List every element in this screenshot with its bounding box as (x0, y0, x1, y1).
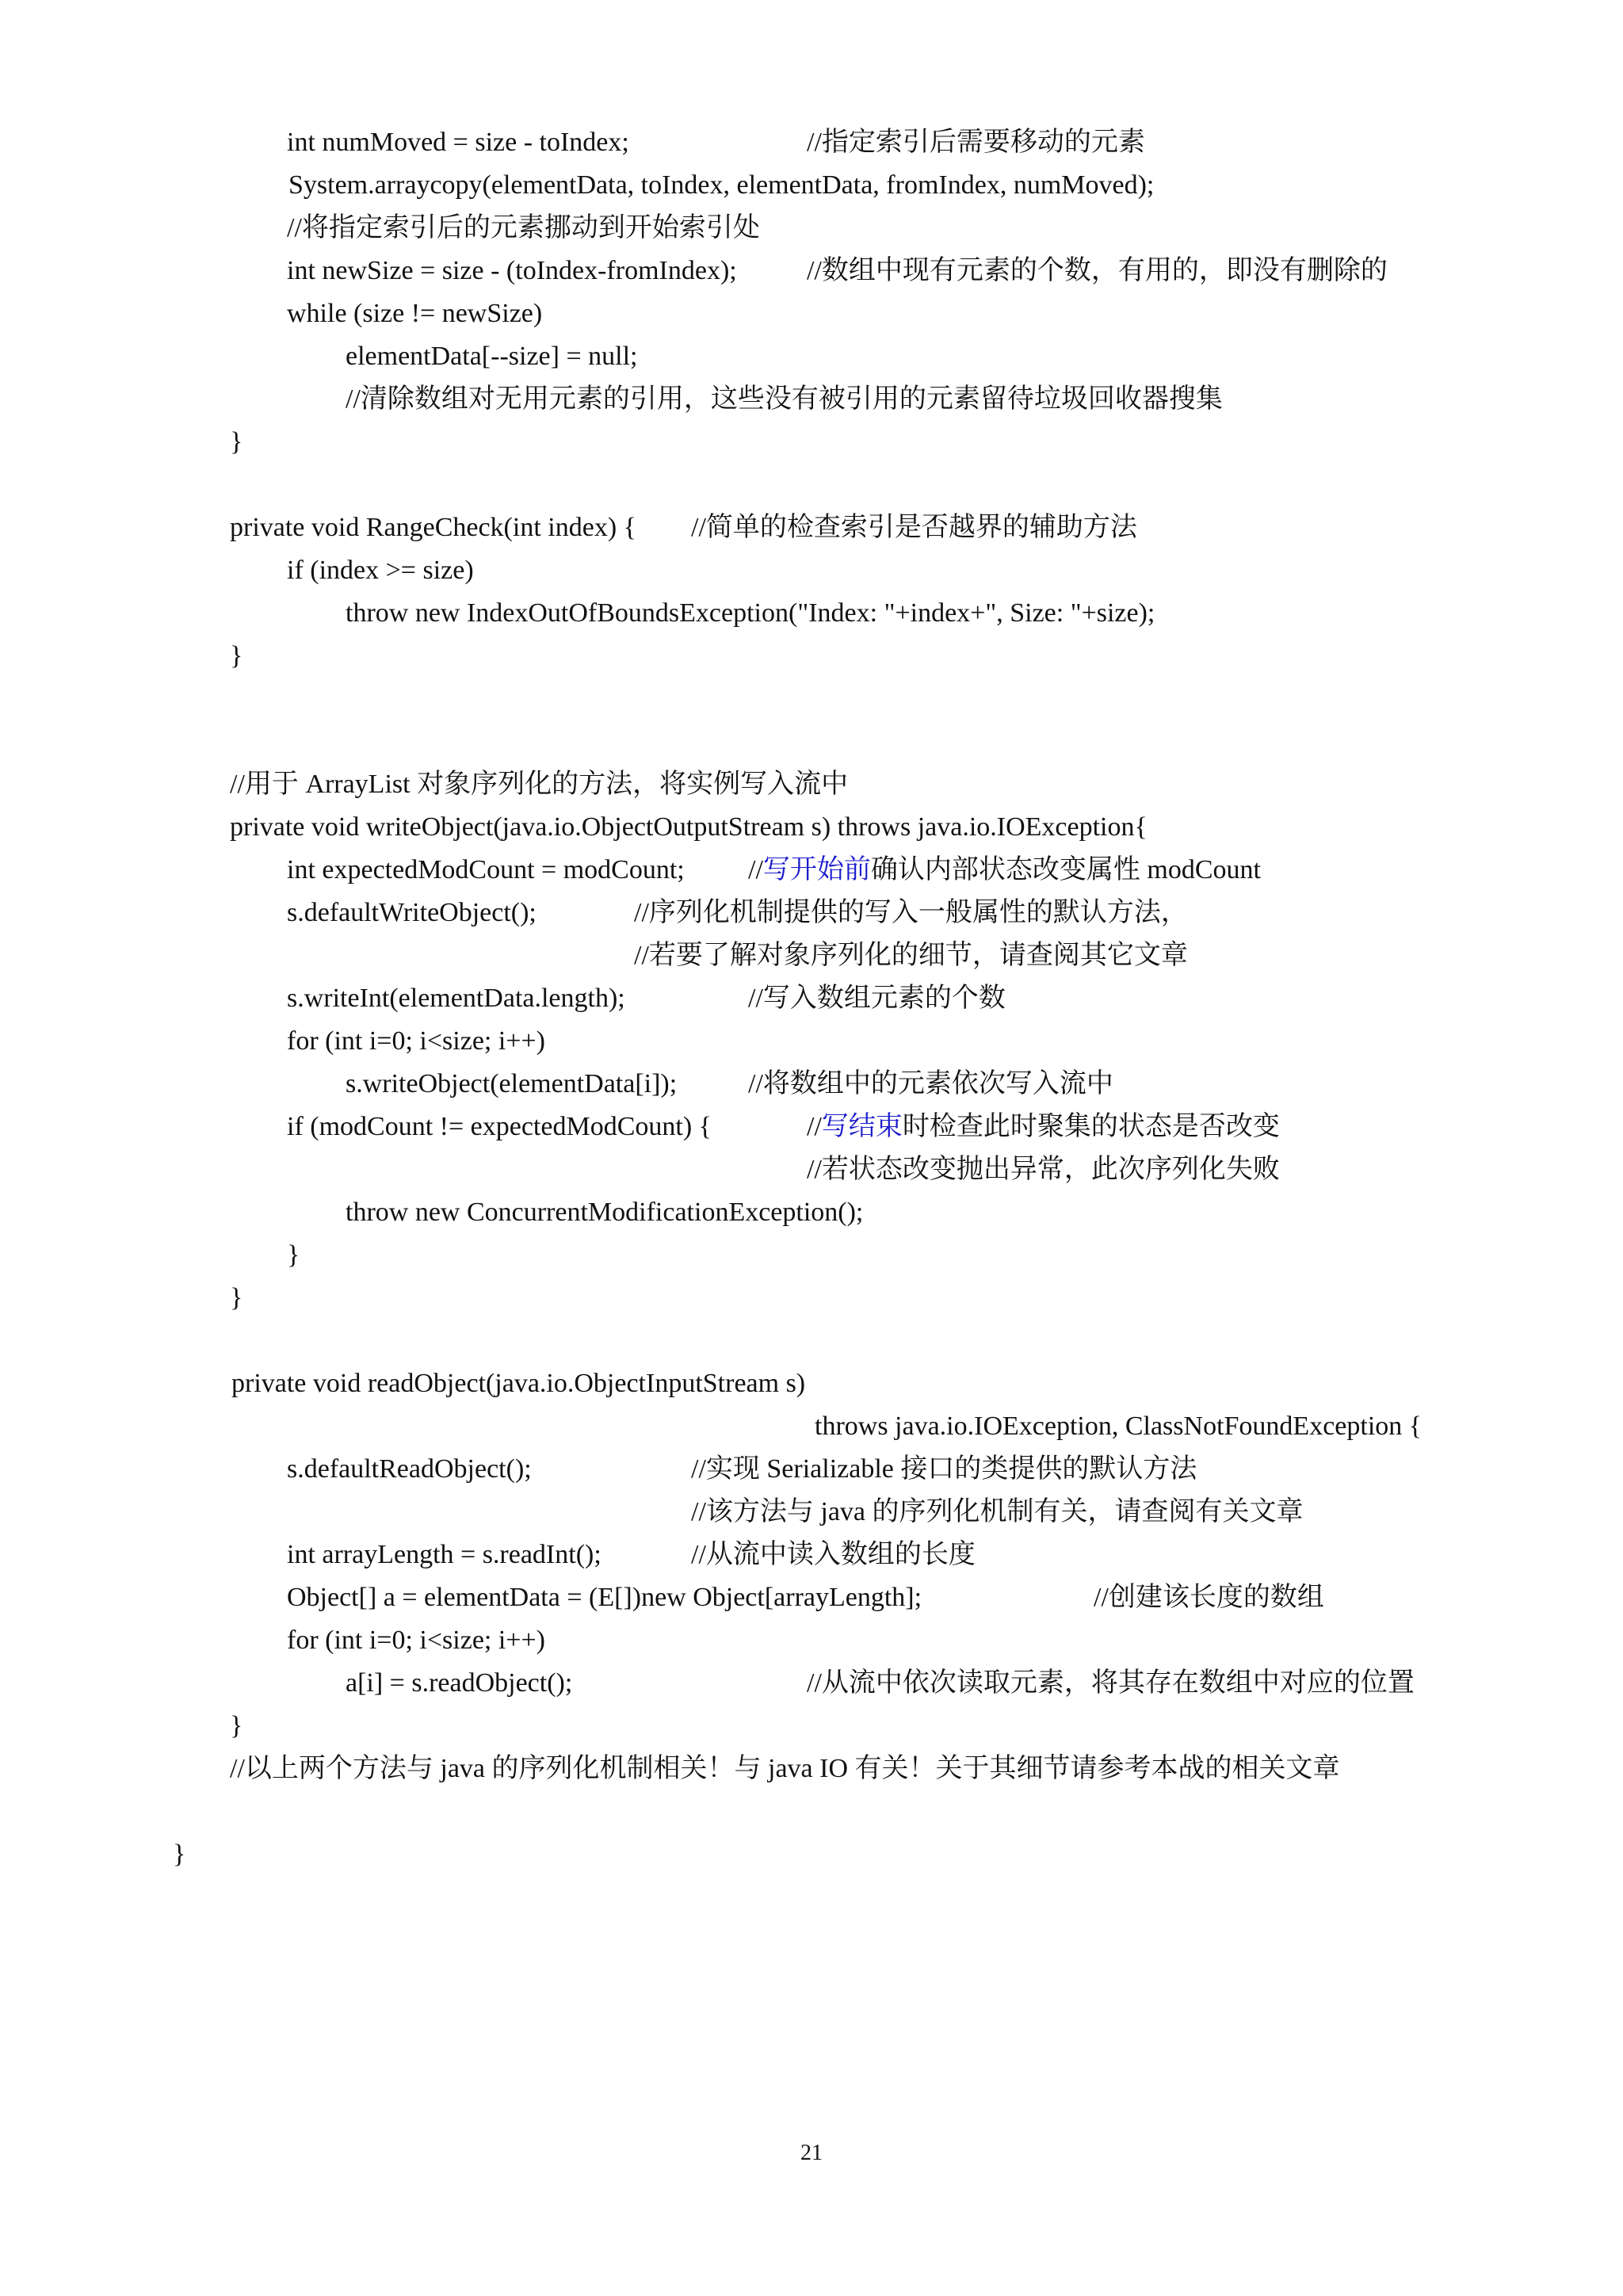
code-line: s.defaultReadObject(); (287, 1454, 532, 1484)
code-line: if (index >= size) (287, 556, 474, 585)
code-comment: //实现 Serializable 接口的类提供的默认方法 (691, 1454, 1197, 1484)
highlighted-text: 写结束 (821, 1112, 903, 1141)
code-brace: } (230, 1711, 243, 1740)
code-brace: } (230, 427, 243, 457)
comment-prefix: // (807, 1112, 822, 1141)
code-line: throws java.io.IOException, ClassNotFoundException { (815, 1412, 1423, 1441)
code-comment: //创建该长度的数组 (1094, 1583, 1324, 1612)
code-comment: //序列化机制提供的写入一般属性的默认方法， (634, 898, 1188, 927)
code-line: a[i] = s.readObject(); (346, 1668, 573, 1698)
comment-text: 时检查此时聚集的状态是否改变 (902, 1112, 1280, 1141)
code-brace: } (230, 1283, 243, 1312)
code-comment: //若状态改变抛出异常，此次序列化失败 (807, 1155, 1280, 1184)
code-comment: //指定索引后需要移动的元素 (807, 128, 1145, 157)
code-line: elementData[--size] = null; (346, 342, 638, 371)
code-line: private void RangeCheck(int index) { (230, 513, 636, 542)
highlighted-text: 写开始前 (762, 855, 871, 884)
code-line: s.writeInt(elementData.length); (287, 984, 625, 1013)
code-comment: //清除数组对无用元素的引用，这些没有被引用的元素留待垃圾回收器搜集 (346, 384, 1223, 414)
code-comment: //数组中现有元素的个数，有用的，即没有删除的 (807, 256, 1388, 285)
comment-text: 确认内部状态改变属性 modCount (870, 855, 1261, 884)
code-comment: //该方法与 java 的序列化机制有关，请查阅有关文章 (691, 1497, 1304, 1526)
code-line: for (int i=0; i<size; i++) (287, 1026, 545, 1056)
code-line: int expectedModCount = modCount; (287, 855, 685, 884)
code-comment: //以上两个方法与 java 的序列化机制相关！与 java IO 有关！关于其细节请参考本战的相关文章 (230, 1754, 1340, 1783)
code-brace: } (230, 641, 243, 670)
code-line: int numMoved = size - toIndex; (287, 128, 629, 157)
code-line: s.defaultWriteObject(); (287, 898, 537, 927)
code-line: s.writeObject(elementData[i]); (346, 1069, 678, 1098)
code-comment: //将指定索引后的元素挪动到开始索引处 (287, 213, 760, 243)
code-line: int newSize = size - (toIndex-fromIndex); (287, 256, 737, 285)
code-line: System.arraycopy(elementData, toIndex, elementData, fromIndex, numMoved); (288, 170, 1155, 200)
code-comment: //用于 ArrayList 对象序列化的方法，将实例写入流中 (230, 770, 849, 799)
code-comment: //从流中读入数组的长度 (691, 1540, 976, 1569)
code-line: throw new ConcurrentModificationException(); (346, 1198, 864, 1227)
code-comment: //从流中依次读取元素，将其存在数组中对应的位置 (807, 1668, 1415, 1698)
code-line: Object[] a = elementData = (E[])new Object[arrayLength]; (287, 1583, 922, 1612)
code-comment: //若要了解对象序列化的细节，请查阅其它文章 (634, 941, 1188, 970)
code-comment (748, 854, 1261, 886)
code-line: private void writeObject(java.io.ObjectOutputStream s) throws java.io.IOException{ (230, 812, 1148, 842)
code-comment (807, 1111, 1280, 1143)
code-line: while (size != newSize) (287, 299, 543, 328)
comment-prefix: // (748, 855, 763, 884)
code-comment: //简单的检查索引是否越界的辅助方法 (691, 513, 1137, 542)
code-comment: //将数组中的元素依次写入流中 (748, 1069, 1113, 1098)
code-brace: } (173, 1839, 186, 1869)
code-line: for (int i=0; i<size; i++) (287, 1626, 545, 1655)
code-brace: } (287, 1240, 300, 1270)
code-comment: //写入数组元素的个数 (748, 984, 1006, 1013)
code-line: throw new IndexOutOfBoundsException("Index: "+index+", Size: "+size); (346, 598, 1155, 628)
code-line: int arrayLength = s.readInt(); (287, 1540, 601, 1569)
code-line: private void readObject(java.io.ObjectInputStream s) (231, 1369, 806, 1398)
page-number: 21 (800, 2141, 823, 2165)
code-line: if (modCount != expectedModCount) { (287, 1112, 712, 1141)
